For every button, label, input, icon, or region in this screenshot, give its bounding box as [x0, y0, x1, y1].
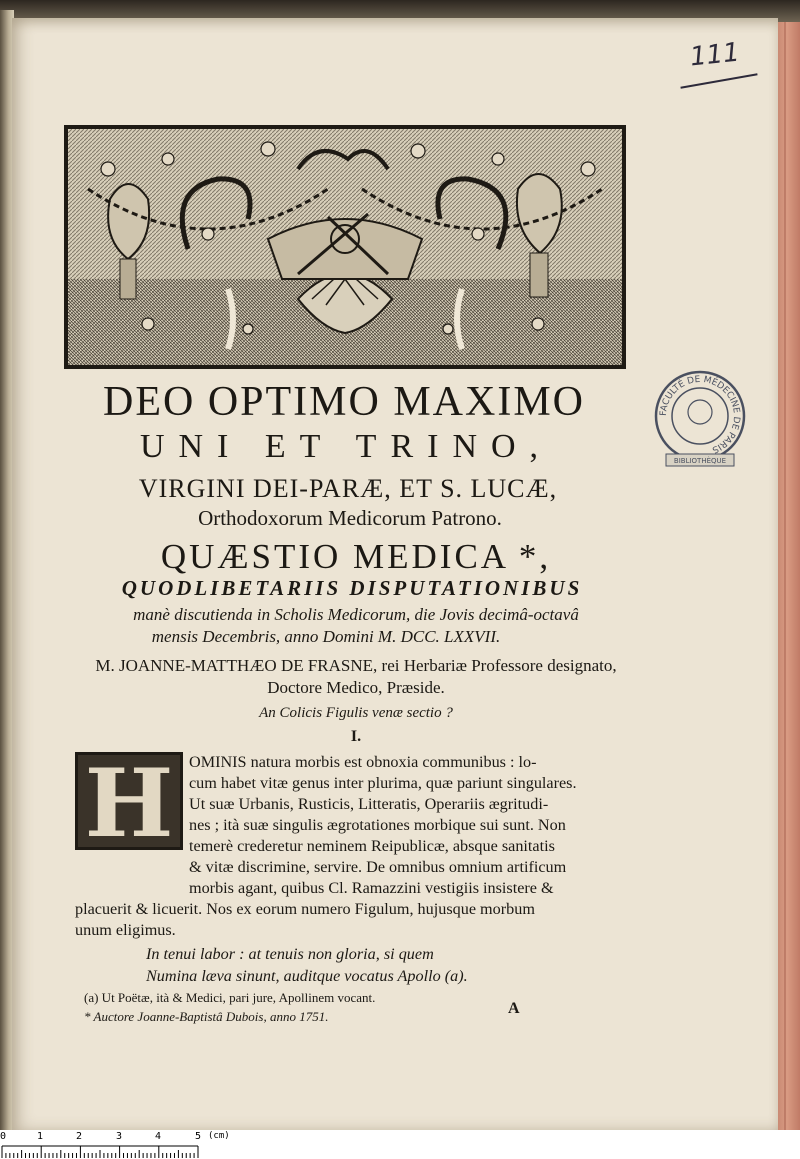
- quaestio-line-1: QUODLIBETARIIS DISPUTATIONIBUS: [121, 576, 583, 600]
- question-line: An Colicis Figulis venæ sectio ?: [259, 705, 453, 721]
- body-line: nes ; ità suæ singulis ægrotationes morbique sui sunt. Non: [189, 816, 566, 834]
- body-line: OMINIS natura morbis est obnoxia communibus : lo-: [189, 753, 537, 771]
- body-line: morbis agant, quibus Cl. Ramazzini vestigiis insistere &: [189, 879, 554, 897]
- ruler-label: 0: [0, 1131, 7, 1142]
- verse-line-1: In tenui labor : at tenuis non gloria, si quem: [146, 945, 434, 963]
- quaestio-heading: QUÆSTIO MEDICA *,: [160, 537, 552, 576]
- body-line: cum habet vitæ genus inter plurima, quæ pariunt singulares.: [189, 774, 577, 792]
- body-line: & vitæ discrimine, servire. De omnibus omnium artificum: [189, 858, 567, 876]
- praeses-line-1: M. JOANNE-MATTHÆO DE FRASNE, rei Herbariæ Professore designato,: [95, 656, 617, 675]
- quaestio-line-2: manè discutienda in Scholis Medicorum, die Jovis decimâ-octavâ: [133, 605, 579, 624]
- decorated-initial: [75, 749, 183, 859]
- initial-letter: H: [84, 749, 174, 859]
- ruler-label: 5: [195, 1131, 202, 1142]
- footnote-a: (a) Ut Poëtæ, ità & Medici, pari jure, Apollinem vocant.: [84, 990, 376, 1005]
- svg-text:FACULTÉ DE MÉDECINE DE PARIS: [659, 375, 741, 455]
- ruler-label: 3: [116, 1131, 123, 1142]
- library-stamp: [654, 350, 746, 482]
- verse-line-2: Numina læva sinunt, auditque vocatus Apollo (a).: [146, 967, 468, 985]
- title-line-1: DEO OPTIMO MAXIMO: [103, 379, 585, 425]
- ruler-unit: (cm): [208, 1131, 230, 1141]
- title-line-3: VIRGINI DEI-PARÆ, ET S. LUCÆ,: [138, 474, 558, 503]
- title-line-2: UNI ET TRINO,: [139, 428, 553, 465]
- ruler-label: 2: [76, 1131, 83, 1142]
- title-line-4: Orthodoxorum Medicorum Patrono.: [198, 506, 502, 530]
- folio-number: 111: [688, 37, 742, 73]
- ruler-label: 1: [37, 1131, 44, 1142]
- red-page-edge: [778, 22, 800, 1130]
- body-line: placuerit & licuerit. Nos ex eorum numero Figulum, hujusque morbum: [75, 900, 535, 918]
- quaestio-line-3: mensis Decembris, anno Domini M. DCC. LXXVII.: [151, 627, 501, 646]
- signature-mark: A: [508, 1000, 520, 1017]
- praeses-line-2: Doctore Medico, Præside.: [267, 678, 445, 697]
- body-line: unum eligimus.: [75, 921, 176, 939]
- scale-ruler: [0, 1130, 800, 1159]
- footnote-star: * Auctore Joanne-Baptistâ Dubois, anno 1751.: [84, 1009, 329, 1024]
- stamp-ring-text: FACULTÉ DE MÉDECINE DE PARIS: [658, 374, 742, 455]
- stamp-band-text: BIBLIOTHÈQUE: [673, 457, 727, 465]
- body-line: Ut suæ Urbanis, Rusticis, Litteratis, Operariis ægritudi-: [189, 795, 549, 813]
- section-number: I.: [350, 728, 362, 745]
- ornamental-headpiece: [64, 125, 626, 369]
- body-line: temerè crederetur neminem Reipublicæ, absque sanitatis: [189, 837, 555, 855]
- ruler-label: 4: [155, 1131, 162, 1142]
